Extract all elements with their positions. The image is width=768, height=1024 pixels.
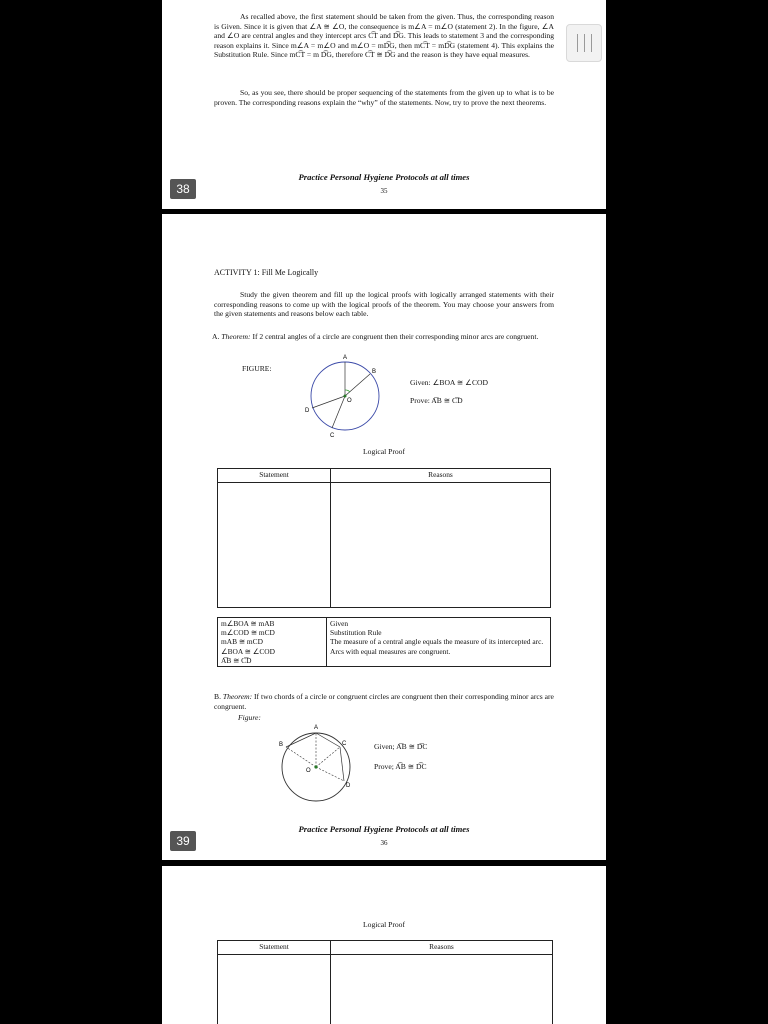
menu-button[interactable] xyxy=(566,24,602,62)
theorem-a: A. Theorem: If 2 central angles of a circle are congruent then their corresponding minor arcs are congruent. xyxy=(212,332,539,341)
page-35 xyxy=(162,0,606,210)
page-number: 36 xyxy=(380,839,388,847)
svg-text:O: O xyxy=(306,768,311,774)
page-footer-36 xyxy=(162,824,606,847)
page-number: 35 xyxy=(380,187,388,195)
choices-table-a xyxy=(217,617,551,667)
svg-text:D: D xyxy=(346,783,351,789)
prove-a: Prove: A͞B ≅ C͞D xyxy=(410,396,463,405)
circle-figure-a xyxy=(302,354,392,442)
point-o-label: O xyxy=(347,398,352,404)
statement-choices: m∠BOA ≅ mAB m∠COD ≅ mCD mAB ≅ mCD ∠BOA ≅ ∠COD A͞B ≅ C͞D xyxy=(218,618,327,667)
page-footer xyxy=(162,172,606,195)
footer-motto: Practice Personal Hygiene Protocols at all times xyxy=(298,172,470,182)
summary-paragraph: So, as you see, there should be proper sequencing of the statements from the given up to what is to be proven. The corresponding reasons explain the “why” of the statements. Now, try to prove the next theorems. xyxy=(214,88,554,107)
logical-proof-heading-b: Logical Proof xyxy=(363,920,405,929)
logical-proof-heading-a: Logical Proof xyxy=(363,447,405,456)
point-c-label: C xyxy=(330,433,335,439)
statement-header: Statement xyxy=(218,469,331,483)
figure-a-label: FIGURE: xyxy=(242,364,272,373)
reasons-cell[interactable] xyxy=(331,955,553,1024)
page-divider xyxy=(162,209,606,213)
circle-figure-b xyxy=(274,719,362,807)
statement-cell[interactable] xyxy=(218,483,331,608)
footer-motto: Practice Personal Hygiene Protocols at all times xyxy=(298,824,470,834)
page-divider xyxy=(162,860,606,864)
given-b: Given; A͞B ≅ D͞C xyxy=(374,742,428,751)
given-a: Given: ∠BOA ≅ ∠COD xyxy=(410,378,488,387)
statement-cell[interactable] xyxy=(218,955,331,1024)
svg-text:C: C xyxy=(342,741,347,747)
prove-b: Prove; A͡B ≅ D͡C xyxy=(374,762,427,771)
reasons-header: Reasons xyxy=(331,469,551,483)
menu-icon xyxy=(577,34,578,52)
page-37 xyxy=(162,866,606,1024)
page-index-badge: 38 xyxy=(170,179,196,199)
reasons-header: Reasons xyxy=(331,941,553,955)
activity-instructions: Study the given theorem and fill up the logical proofs with logically arranged statements with their corresponding reasons to come up with the logical proofs of the theorem. You may choose your answers from the given statements and reasons below each table. xyxy=(214,290,554,319)
proof-table-b xyxy=(217,940,553,1024)
reason-choices: Given Substitution Rule The measure of a central angle equals the measure of its intercepted arc. Arcs with equal measures are congruent. xyxy=(327,618,551,667)
figure-b-label: Figure: xyxy=(238,713,261,722)
page-36 xyxy=(162,214,606,862)
page-index-badge: 39 xyxy=(170,831,196,851)
activity-title: ACTIVITY 1: Fill Me Logically xyxy=(214,268,319,277)
reasons-cell[interactable] xyxy=(331,483,551,608)
theorem-b: B. Theorem: If two chords of a circle or congruent circles are congruent then their corresponding minor arcs are congruent. xyxy=(214,692,554,711)
statement-header: Statement xyxy=(218,941,331,955)
explanation-paragraph: As recalled above, the first statement should be taken from the given. Thus, the corresponding reason is Given. Since it is given that ∠A ≅ ∠O, the consequence is m∠A = m∠O (statement 2). In the figure, ∠A and ∠O are central angles and they intercept arcs C͡T and D͡G. This leads to statement 3 and the corresponding reason explains it. Since m∠A = m∠O and m∠O = mD͡G, then mC͡T = mD͡G (statement 4). This explains the Substitution Rule. Since mC͡T = m D͡G, therefore C͡T ≅ D͡G and the reason is they have equal measures. xyxy=(214,12,554,60)
point-a-label: A xyxy=(343,355,348,361)
svg-text:A: A xyxy=(314,725,319,731)
point-b-label: B xyxy=(372,369,377,375)
svg-text:B: B xyxy=(279,742,284,748)
proof-table-a xyxy=(217,468,551,608)
point-d-label: D xyxy=(305,408,310,414)
